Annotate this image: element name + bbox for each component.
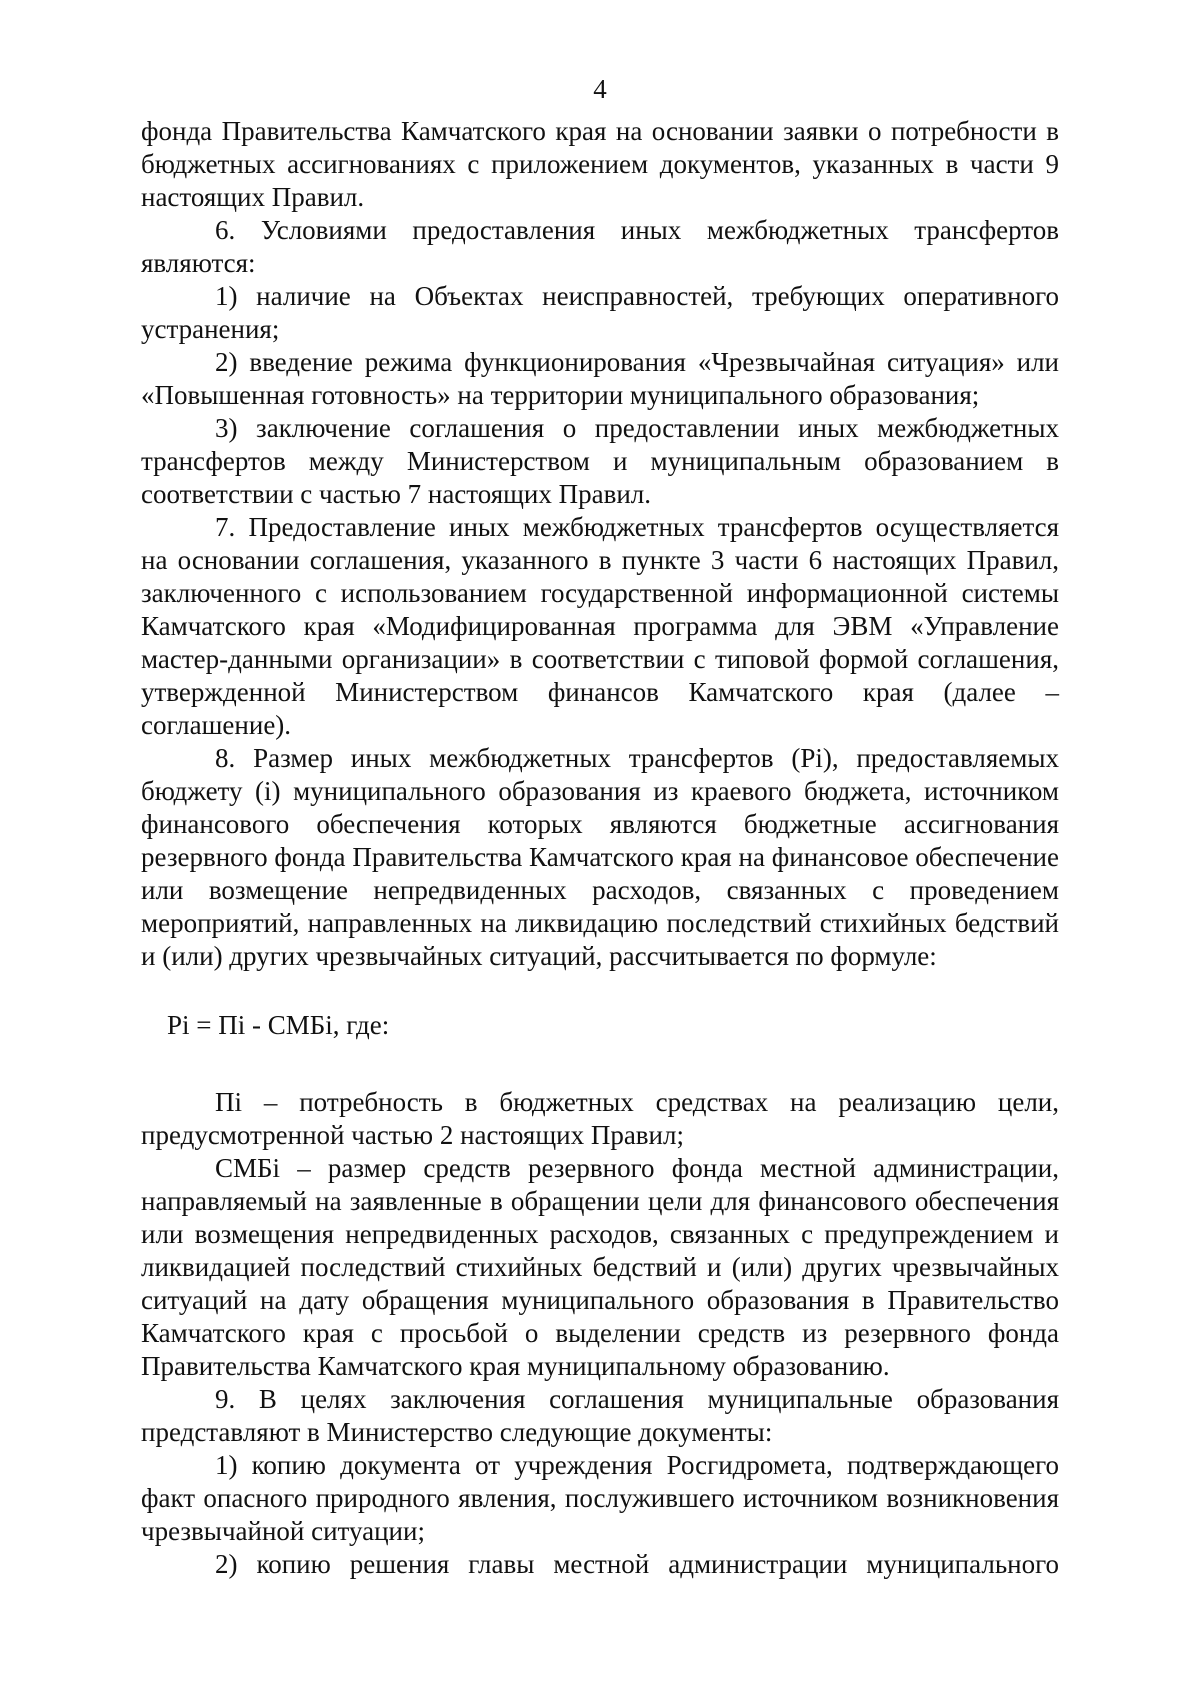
list-item-6-2: 2) введение режима функционирования «Чрезвычайная ситуация» или «Повышенная готовность» на территории муниципального образования;	[141, 347, 1059, 410]
page-number: 4	[593, 74, 607, 104]
list-item-9-1: 1) копию документа от учреждения Росгидромета, подтверждающего факт опасного природного явления, послужившего источником возникновения чрезвычайной ситуации;	[141, 1450, 1059, 1546]
definition-pi: Пi – потребность в бюджетных средствах на реализацию цели, предусмотренной частью 2 настоящих Правил;	[141, 1087, 1059, 1150]
definition-smbi: СМБi – размер средств резервного фонда местной администрации, направляемый на заявленные в обращении цели для финансового обеспечения или возмещения непредвиденных расходов, связанных с предупреждением и ликвидацией последствий стихийных бедствий и (или) других чрезвычайных ситуаций на дату обращения муниципального образования в Правительство Камчатского края с просьбой о выделении средств из резервного фонда Правительства Камчатского края муниципальному образованию.	[141, 1153, 1059, 1381]
paragraph-item-9: 9. В целях заключения соглашения муниципальные образования представляют в Министерство следующие документы:	[141, 1384, 1059, 1447]
formula: Pi = Пi - СМБi, где:	[167, 1010, 390, 1040]
paragraph-item-7: 7. Предоставление иных межбюджетных трансфертов осуществляется на основании соглашения, указанного в пункте 3 части 6 настоящих Правил, заключенного с использованием государственной информационной системы Камчатского края «Модифицированная программа для ЭВМ «Управление мастер-данными организации» в соответствии с типовой формой соглашения, утвержденной Министерством финансов Камчатского края (далее – соглашение).	[141, 512, 1059, 740]
paragraph-item-8: 8. Размер иных межбюджетных трансфертов (Pi), предоставляемых бюджету (i) муниципального образования из краевого бюджета, источником финансового обеспечения которых являются бюджетные ассигнования резервного фонда Правительства Камчатского края на финансовое обеспечение или возмещение непредвиденных расходов, связанных с проведением мероприятий, направленных на ликвидацию последствий стихийных бедствий и (или) других чрезвычайных ситуаций, рассчитывается по формуле:	[141, 743, 1059, 971]
paragraph-item-6: 6. Условиями предоставления иных межбюджетных трансфертов являются:	[141, 215, 1059, 278]
list-item-6-1: 1) наличие на Объектах неисправностей, требующих оперативного устранения;	[141, 281, 1059, 344]
document-body	[141, 115, 1059, 1581]
paragraph-continuation: фонда Правительства Камчатского края на основании заявки о потребности в бюджетных ассигнованиях с приложением документов, указанных в части 9 настоящих Правил.	[141, 116, 1059, 212]
list-item-6-3: 3) заключение соглашения о предоставлении иных межбюджетных трансфертов между Министерством и муниципальным образованием в соответствии с частью 7 настоящих Правил.	[141, 413, 1059, 509]
list-item-9-2: 2) копию решения главы местной администрации муниципального	[215, 1549, 1059, 1579]
